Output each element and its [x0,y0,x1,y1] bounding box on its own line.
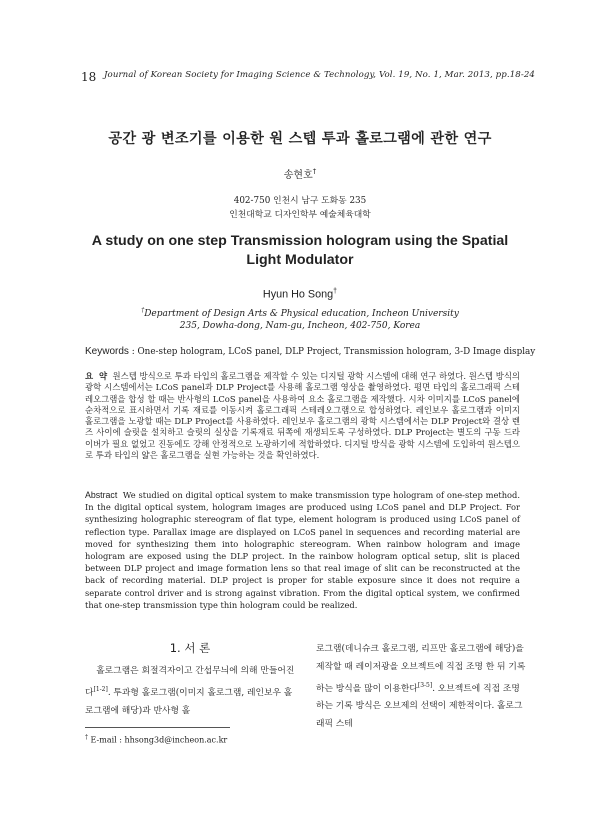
intro-right-text-2: . 오브젝트에 직접 조명하는 기록 방식은 오브제의 선택이 제한적이다. 홀로그래픽 스테 [316,683,523,730]
korean-abstract [85,371,523,461]
english-author-name: Hyun Ho Song [262,288,334,301]
english-title-line1: A study on one step Transmission hologram using the Spatial [91,233,509,249]
keywords [85,346,535,357]
english-title [0,232,600,270]
korean-author-name: 송현호 [283,170,313,181]
english-affiliation-mark: † [141,307,145,314]
korean-affiliation-institution: 인천대학교 디자인학부 예술체육대학 [229,210,371,220]
intro-left-citation: [1-2] [93,685,108,693]
page-number: 18 [81,70,97,84]
footnote-email: E-mail : hhsong3d@incheon.ac.kr [88,735,228,745]
footnote-mark: † [85,734,88,741]
english-affiliation-dept: Department of Design Arts & Physical education, Incheon University [144,309,459,319]
intro-right-citation: [3-5] [417,681,433,689]
journal-header: Journal of Korean Society for Imaging Science & Technology, Vol. 19, No. 1, Mar. 2013, pp.18-24 [104,70,535,80]
keywords-label: Keywords [85,346,129,357]
intro-right-text-1: 로그램(데니슈크 홀로그램, 리프만 홀로그램에 해당)을 제작할 때 레이저광을 오브젝트에 직접 조명 한 뒤 기록하는 방식을 많이 이용한다 [316,644,527,694]
keywords-text: One-step hologram, LCoS panel, DLP Project, Transmission hologram, 3-D Image display [137,347,536,357]
section-heading-introduction: 1. 서 론 [169,641,211,655]
keywords-separator: : [128,347,138,357]
english-title-line2: Light Modulator [246,252,354,268]
english-affiliation-line2: 235, Dowha-dong, Nam-gu, Incheon, 402-750, Korea [179,321,421,331]
english-abstract-label: Abstract [85,490,118,500]
intro-right-column [316,641,526,734]
korean-author [0,166,600,181]
korean-abstract-label: 요 약 [85,371,108,381]
korean-affiliation-address: 402-750 인천시 남구 도화동 235 [233,196,367,206]
english-abstract [85,489,523,611]
intro-left-column [85,663,295,720]
english-author [0,288,600,301]
korean-title: 공간 광 변조기를 이용한 원 스텝 투과 홀로그램에 관한 연구 [108,131,492,147]
intro-left-text-2: . 투과형 홀로그램(이미지 홀로그램, 레인보우 홀로그램에 해당)과 반사형 홀 [85,687,293,716]
english-abstract-text: We studied on digital optical system to make transmission type hologram of one-step method. In the digital optical system, hologram images are produced using LCoS panel and DLP Project. For synthesizing holographic stereogram of flat type, element hologram is produced using LCoS panel of reflection type. Parallax image are displayed on LCoS panel in sequences and recording material are moved for synthesizing them into holographic stereogram. When rainbow hologram and image hologram are exposed using the DLP project. In the rainbow hologram optical setup, slit is placed between DLP project and image formation lens so that real image of slit can be reconstructed at the back of recording material. DLP project is proper for stable exposure since it does not require a separate control driver and is strong against vibration. From the digital optical system, we confirmed that one-step transmission type thin hologram could be realized. [85,490,523,610]
footnote [85,734,227,745]
korean-abstract-text: 원스텝 방식으로 투과 타입의 홀로그램을 제작할 수 있는 디지털 광학 시스템에 대해 연구 하였다. 원스텝 방식의 광학 시스템에서는 LCoS panel과 DLP Project를 사용해 홀로그램 영상을 촬영하였다. 평면 타입의 홀로그래픽 스테레오그램을 합성 할 때는 반사형의 LCoS panel을 사용하여 요소 홀로그램을 제작했다. 시차 이미지를 LCoS panel에 순차적으로 표시하면서 기록 재료를 이동시켜 홀로그래픽 스테레오그램으로 합성하였다. 레인보우 홀로그램과 이미지 홀로그램을 노광할 때는 DLP Project를 사용하였다. 레인보우 홀로그램의 광학 시스템에서는 DLP Project와 결상 렌즈 사이에 슬릿을 설치하고 슬릿의 실상을 기록재료 뒤쪽에 재생되도록 구성하였다. DLP Project는 별도의 구동 드라이버가 필요 없었고 진동에도 강해 안정적으로 노광하기에 적합하였다. 디지털 방식을 광학 시스템에 도입하여 원스텝으로 투과 타입의 얇은 홀로그램을 실현 가능하는 것을 확인하였다. [85,371,523,461]
footnote-divider [85,727,230,728]
english-affiliation-line1 [0,305,600,320]
english-affiliation [0,305,600,332]
intro-left-text-1: 홀로그램은 회절격자이고 간섭무늬에 의해 만들어진다 [85,666,295,698]
korean-author-mark: † [312,167,317,176]
english-author-mark: † [333,288,338,295]
